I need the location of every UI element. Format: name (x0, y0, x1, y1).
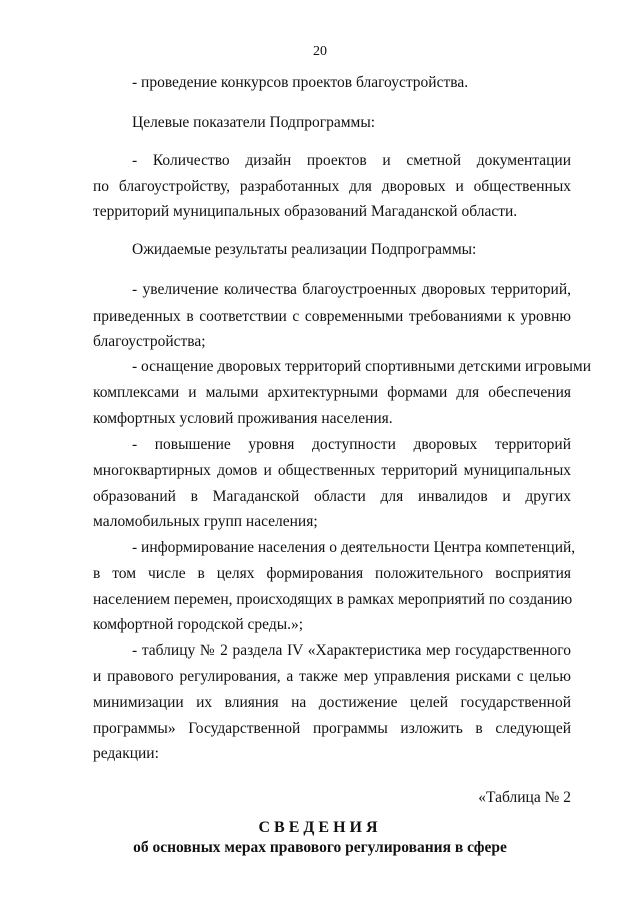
text-line: - Количество дизайн проектов и сметной документации (132, 152, 571, 169)
text-line: маломобильных групп населения; (93, 513, 318, 530)
section-heading: СВЕДЕНИЯ (258, 819, 382, 836)
text-line: Ожидаемые результаты реализации Подпрограммы: (132, 241, 477, 258)
text-line: комплексами и малыми архитектурными формами для обеспечения (93, 384, 571, 401)
text-line: многоквартирных домов и общественных территорий муниципальных (93, 462, 571, 479)
text-line: благоустройства; (93, 333, 206, 350)
section-subheading: об основных мерах правового регулирования в сфере (133, 839, 507, 856)
text-line: программы» Государственной программы изложить в следующей (93, 720, 571, 737)
text-line: - проведение конкурсов проектов благоустройства. (132, 74, 469, 91)
text-line: комфортных условий проживания населения. (93, 410, 393, 427)
text-line: - таблицу № 2 раздела IV «Характеристика мер государственного (132, 642, 571, 659)
text-line: редакции: (93, 745, 159, 762)
text-line: Целевые показатели Подпрограммы: (132, 114, 376, 131)
text-line: населением перемен, происходящих в рамках мероприятий по созданию (93, 591, 573, 608)
text-line: - оснащение дворовых территорий спортивными детскими игровыми (132, 358, 592, 375)
text-line: образований в Магаданской области для инвалидов и других (93, 488, 571, 505)
text-line: в том числе в целях формирования положительного восприятия (93, 565, 571, 582)
text-line: - повышение уровня доступности дворовых территорий (132, 436, 571, 453)
text-line: - информирование населения о деятельности Центра компетенций, (132, 539, 576, 556)
text-line: приведенных в соответствии с современными требованиями к уровню (93, 308, 571, 325)
text-line: комфортной городской среды.»; (93, 616, 304, 633)
text-line: - увеличение количества благоустроенных дворовых территорий, (132, 281, 571, 298)
text-line: и правового регулирования, а также мер управления рисками с целью (93, 668, 571, 685)
text-line: минимизации их влияния на достижение целей государственной (93, 694, 571, 711)
table-caption: «Таблица № 2 (478, 789, 571, 806)
text-line: по благоустройству, разработанных для дворовых и общественных (93, 178, 571, 195)
text-line: территорий муниципальных образований Магаданской области. (93, 203, 518, 220)
page-number: 20 (313, 44, 327, 59)
